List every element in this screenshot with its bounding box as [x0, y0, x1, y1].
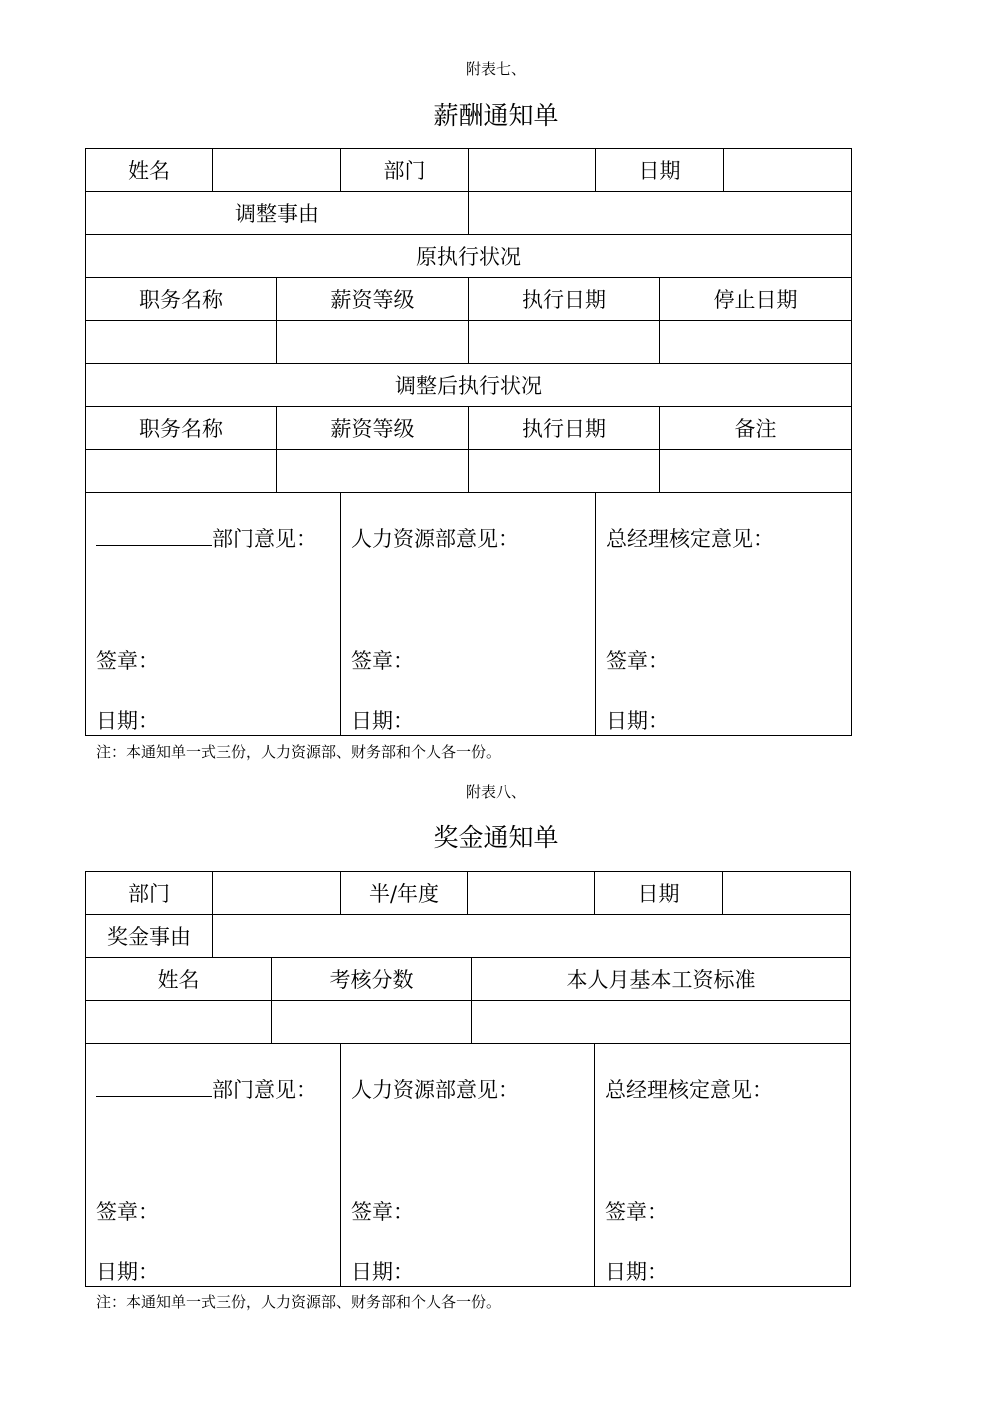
bonus-form-title: 奖金通知单 — [433, 823, 559, 852]
adjusted-header-row — [86, 407, 852, 450]
date-label: 日期 — [596, 149, 724, 192]
adjusted-start-date-field[interactable] — [469, 450, 660, 493]
adjusted-grade-field[interactable] — [277, 450, 469, 493]
bonus-dept-opinion-cell[interactable] — [86, 1044, 341, 1287]
name-label: 姓名 — [86, 149, 213, 192]
date-field[interactable] — [724, 149, 852, 192]
original-grade-field[interactable] — [277, 321, 469, 364]
bonus-hr-date-label: 日期： — [351, 1260, 414, 1284]
adjusted-position-header: 职务名称 — [86, 407, 277, 450]
original-header-row — [86, 278, 852, 321]
bonus-columns-row — [86, 958, 851, 1001]
dept-opinion-label: 部门意见： — [212, 527, 317, 551]
dept-label: 部门 — [341, 149, 469, 192]
original-stop-date-field[interactable] — [660, 321, 852, 364]
employee-name-header: 姓名 — [86, 958, 272, 1001]
original-position-field[interactable] — [86, 321, 277, 364]
hr-opinion-label: 人力资源部意见： — [351, 527, 519, 551]
dept-name-blank[interactable] — [96, 525, 212, 546]
hr-sign-label: 签章： — [351, 649, 414, 673]
salary-note: 注：本通知单一式三份，人力资源部、财务部和个人各一份。 — [96, 743, 502, 761]
employee-name-field[interactable] — [86, 1001, 272, 1044]
adjusted-remarks-header: 备注 — [660, 407, 852, 450]
adjust-reason-label: 调整事由 — [86, 192, 469, 235]
dept-field[interactable] — [469, 149, 596, 192]
gm-sign-label: 签章： — [606, 649, 669, 673]
dept-sign-label: 签章： — [96, 649, 159, 673]
bonus-opinion-row — [86, 1044, 851, 1287]
bonus-dept-opinion-label: 部门意见： — [212, 1078, 317, 1102]
original-status-heading: 原执行状况 — [86, 235, 852, 278]
bonus-hr-opinion-cell[interactable] — [341, 1044, 595, 1287]
bonus-gm-date-label: 日期： — [605, 1260, 668, 1284]
base-salary-header: 本人月基本工资标准 — [472, 958, 851, 1001]
bonus-reason-field[interactable] — [213, 915, 851, 958]
bonus-hr-sign-label: 签章： — [351, 1200, 414, 1224]
bonus-dept-field[interactable] — [213, 872, 341, 915]
assessment-score-field[interactable] — [272, 1001, 472, 1044]
gm-date-label: 日期： — [606, 709, 669, 733]
adjusted-status-heading: 调整后执行状况 — [86, 364, 852, 407]
bonus-gm-sign-label: 签章： — [605, 1200, 668, 1224]
gm-opinion-cell[interactable] — [596, 493, 852, 736]
salary-annex-label: 附表七、 — [465, 60, 526, 78]
bonus-date-label: 日期 — [595, 872, 723, 915]
bonus-data-row — [86, 1001, 851, 1044]
bonus-notice-table — [85, 871, 851, 1287]
bonus-gm-opinion-label: 总经理核定意见： — [605, 1078, 773, 1102]
original-stop-date-header: 停止日期 — [660, 278, 852, 321]
bonus-header-row — [86, 872, 851, 915]
reason-row — [86, 192, 852, 235]
gm-opinion-label: 总经理核定意见： — [606, 527, 774, 551]
adjusted-start-date-header: 执行日期 — [469, 407, 660, 450]
name-field[interactable] — [213, 149, 341, 192]
salary-form-title: 薪酬通知单 — [433, 101, 559, 130]
bonus-reason-label: 奖金事由 — [86, 915, 213, 958]
base-salary-field[interactable] — [472, 1001, 851, 1044]
bonus-dept-date-label: 日期： — [96, 1260, 159, 1284]
original-start-date-field[interactable] — [469, 321, 660, 364]
opinion-row — [86, 493, 852, 736]
adjusted-position-field[interactable] — [86, 450, 277, 493]
salary-notice-table — [85, 148, 852, 736]
bonus-dept-sign-label: 签章： — [96, 1200, 159, 1224]
assessment-score-header: 考核分数 — [272, 958, 472, 1001]
dept-date-label: 日期： — [96, 709, 159, 733]
adjusted-remarks-field[interactable] — [660, 450, 852, 493]
bonus-dept-label: 部门 — [86, 872, 213, 915]
hr-date-label: 日期： — [351, 709, 414, 733]
bonus-gm-opinion-cell[interactable] — [595, 1044, 851, 1287]
period-field[interactable] — [468, 872, 595, 915]
bonus-dept-name-blank[interactable] — [96, 1076, 212, 1097]
bonus-reason-row — [86, 915, 851, 958]
original-start-date-header: 执行日期 — [469, 278, 660, 321]
adjust-reason-field[interactable] — [469, 192, 852, 235]
original-position-header: 职务名称 — [86, 278, 277, 321]
bonus-hr-opinion-label: 人力资源部意见： — [351, 1078, 519, 1102]
original-grade-header: 薪资等级 — [277, 278, 469, 321]
adjusted-data-row — [86, 450, 852, 493]
adjusted-grade-header: 薪资等级 — [277, 407, 469, 450]
original-data-row — [86, 321, 852, 364]
bonus-annex-label: 附表八、 — [465, 783, 526, 801]
period-label: 半/年度 — [341, 872, 468, 915]
dept-opinion-cell[interactable] — [86, 493, 341, 736]
bonus-note: 注：本通知单一式三份，人力资源部、财务部和个人各一份。 — [96, 1293, 502, 1311]
bonus-date-field[interactable] — [723, 872, 851, 915]
hr-opinion-cell[interactable] — [341, 493, 596, 736]
header-row — [86, 149, 852, 192]
